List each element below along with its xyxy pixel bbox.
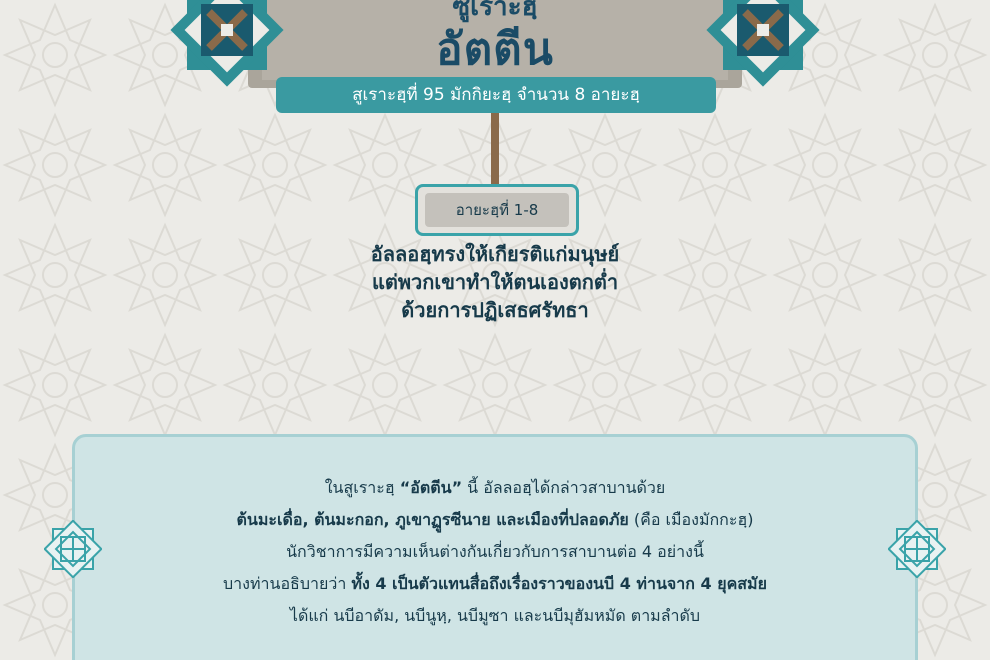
islamic-star-ornament-icon: [44, 520, 102, 578]
page-title: อัตตีน: [436, 24, 554, 75]
summary-line: ด้วยการปฏิเสธศรัทธา: [401, 298, 589, 322]
info-line-2: [110, 504, 880, 536]
verse-summary: [300, 240, 690, 324]
info-line-1: [110, 472, 880, 504]
islamic-star-ornament-icon: [704, 0, 822, 90]
summary-line: อัลลอฮฺทรงให้เกียรติแก่มนุษย์: [370, 242, 620, 266]
info-text-segment: ในสูเราะฮฺ: [324, 478, 400, 497]
info-text-segment: บางท่านอธิบายว่า: [223, 574, 352, 593]
subtitle-bar: สูเราะฮฺที่ 95 มักกิยะฮฺ จำนวน 8 อายะฮฺ: [276, 77, 716, 113]
verse-range-label: อายะฮฺที่ 1-8: [425, 193, 569, 227]
islamic-star-ornament-icon: [888, 520, 946, 578]
info-text-segment: นี้ อัลลอฮฺได้กล่าวสาบานด้วย: [462, 478, 666, 497]
islamic-star-ornament-icon: [168, 0, 286, 90]
info-line-5: ได้แก่ นบีอาดัม, นบีนูหฺ, นบีมูซา และนบีมุฮัมหมัด ตามลำดับ: [289, 606, 701, 625]
info-text: [110, 472, 880, 632]
summary-line: แต่พวกเขาทำให้ตนเองตกต่ำ: [371, 270, 619, 294]
connector-line: [491, 113, 499, 185]
info-text-bold: ต้นมะเดื่อ, ต้นมะกอก, ภูเขาฏูรซีนาย และเมืองที่ปลอดภัย: [236, 510, 629, 529]
info-text-segment: (คือ เมืองมักกะฮฺ): [628, 510, 754, 529]
info-line-3: นักวิชาการมีความเห็นต่างกันเกี่ยวกับการสาบานต่อ 4 อย่างนี้: [286, 542, 704, 561]
verse-range-badge: [415, 184, 579, 236]
title-top-line: ซูเราะฮฺ: [452, 0, 538, 22]
info-text-bold: ทั้ง 4 เป็นตัวแทนสื่อถึงเรื่องราวของนบี 4 ท่านจาก 4 ยุคสมัย: [351, 574, 767, 593]
info-text-bold: “อัตตีน”: [399, 478, 463, 497]
info-line-4: [110, 568, 880, 600]
